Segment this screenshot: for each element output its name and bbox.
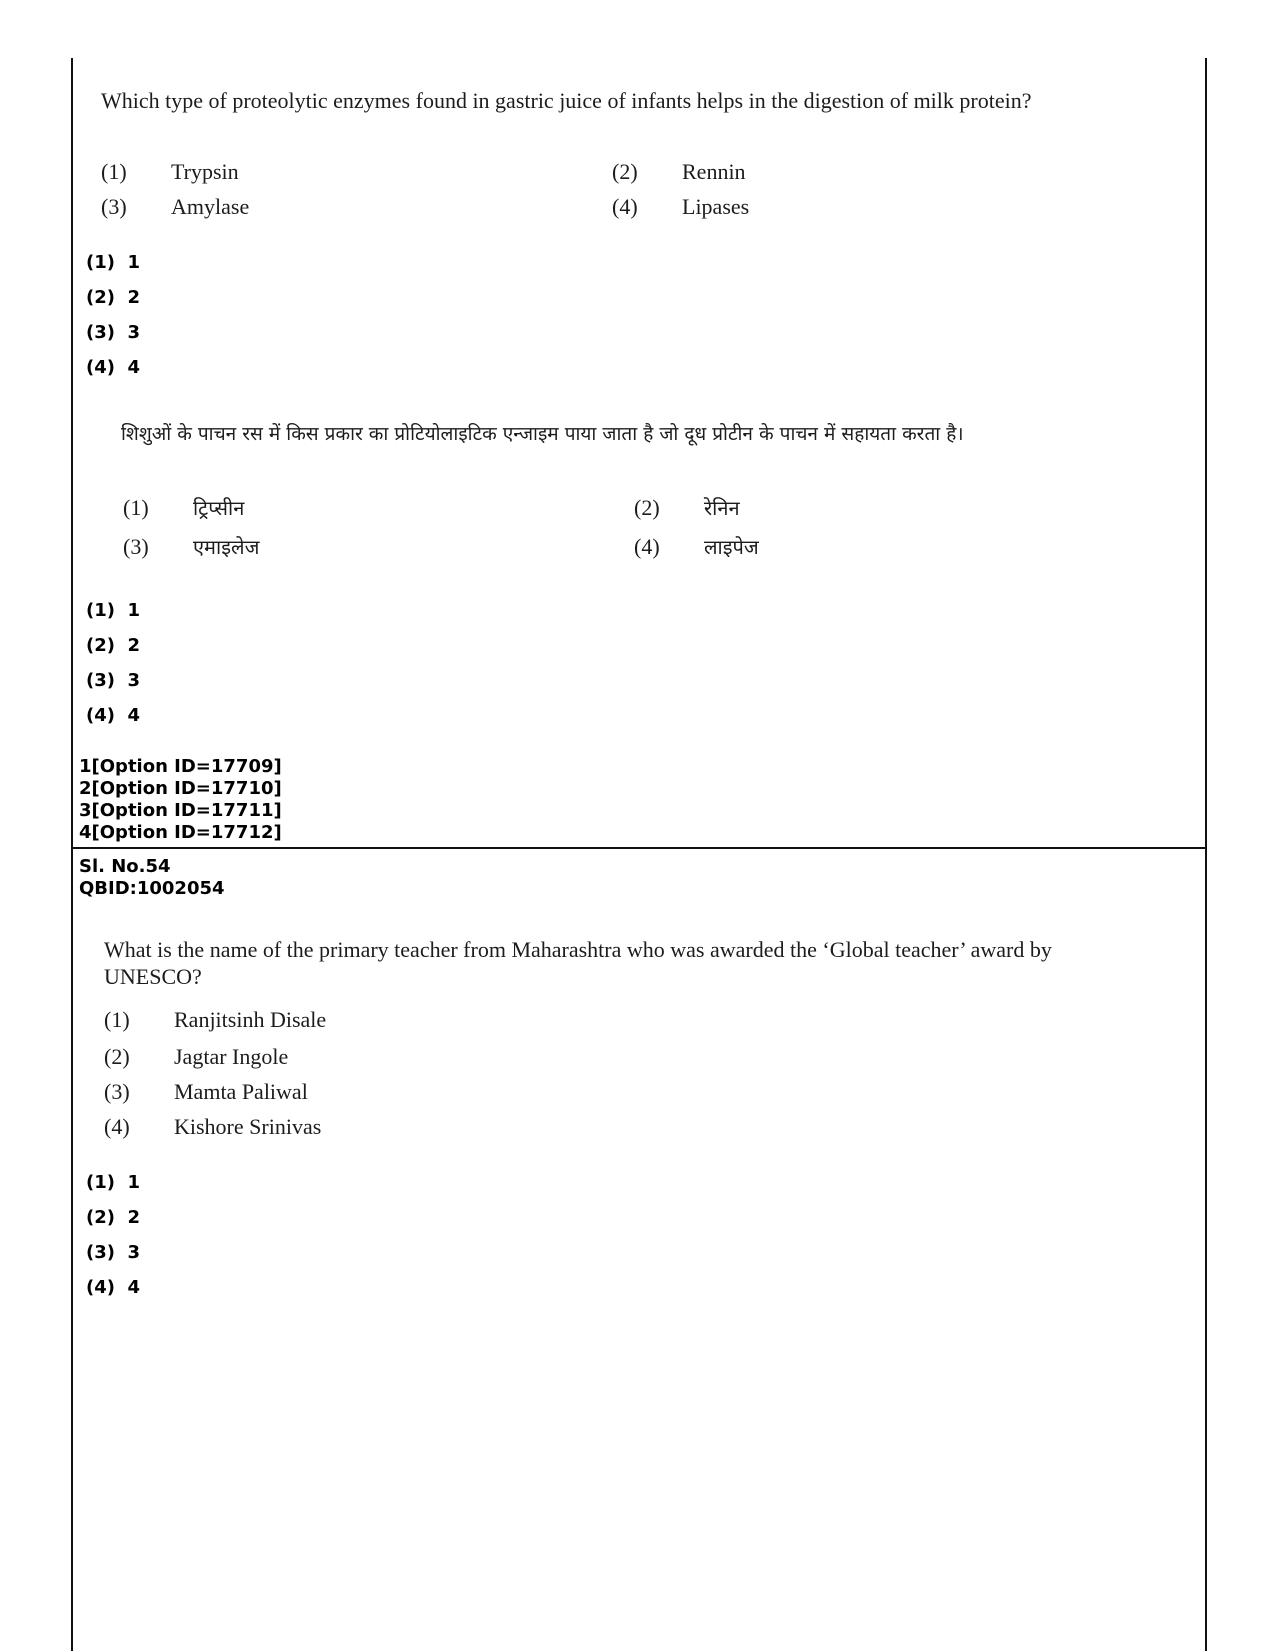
option-english-1 bbox=[101, 159, 239, 185]
answer-choice[interactable]: (1) 1 bbox=[86, 252, 141, 273]
answer-choice[interactable]: (3) 3 bbox=[86, 670, 141, 691]
option-english-2 bbox=[612, 159, 746, 185]
option-id-list bbox=[79, 756, 282, 844]
option-number: (1) bbox=[123, 495, 149, 520]
option-text: Kishore Srinivas bbox=[174, 1114, 322, 1139]
option-english-3 bbox=[104, 1079, 308, 1105]
option-text: Rennin bbox=[682, 159, 746, 184]
answer-choice[interactable]: (2) 2 bbox=[86, 635, 141, 656]
answer-choice[interactable]: (1) 1 bbox=[86, 600, 141, 621]
question-header bbox=[79, 856, 225, 900]
option-english-1 bbox=[104, 1007, 326, 1033]
page-border-right bbox=[1205, 58, 1207, 1651]
answer-choice[interactable]: (4) 4 bbox=[86, 705, 141, 726]
answer-choice[interactable]: (1) 1 bbox=[86, 1172, 141, 1193]
option-english-4 bbox=[612, 194, 749, 220]
option-text: Ranjitsinh Disale bbox=[174, 1007, 327, 1032]
option-text: Jagtar Ingole bbox=[174, 1044, 289, 1069]
option-number: (4) bbox=[612, 194, 638, 219]
option-text: Lipases bbox=[682, 194, 750, 219]
question-bank-id: QBID:1002054 bbox=[79, 878, 225, 899]
page-border-left bbox=[71, 58, 73, 1651]
option-text: रेनिन bbox=[704, 496, 740, 520]
option-hindi-4 bbox=[634, 533, 759, 560]
option-id: 2[Option ID=17710] bbox=[79, 778, 282, 799]
option-number: (2) bbox=[612, 159, 638, 184]
option-text: Mamta Paliwal bbox=[174, 1079, 308, 1104]
option-text: ट्रिप्सीन bbox=[193, 496, 245, 520]
option-number: (1) bbox=[104, 1007, 130, 1032]
option-number: (4) bbox=[634, 534, 660, 559]
option-text: Amylase bbox=[171, 194, 250, 219]
serial-number: Sl. No.54 bbox=[79, 856, 171, 877]
option-id: 3[Option ID=17711] bbox=[79, 800, 282, 821]
option-hindi-1 bbox=[123, 494, 244, 521]
answer-choice[interactable]: (2) 2 bbox=[86, 287, 141, 308]
option-number: (3) bbox=[123, 534, 149, 559]
option-number: (3) bbox=[104, 1079, 130, 1104]
question-text-english: What is the name of the primary teacher from Maharashtra who was awarded the ‘Global teacher’ award by UNESCO? bbox=[104, 937, 1052, 989]
option-id: 1[Option ID=17709] bbox=[79, 756, 282, 777]
answer-choice[interactable]: (4) 4 bbox=[86, 357, 141, 378]
option-text: लाइपेज bbox=[704, 535, 759, 559]
option-id: 4[Option ID=17712] bbox=[79, 822, 282, 843]
question-text-english: Which type of proteolytic enzymes found in gastric juice of infants helps in the digestion of milk protein? bbox=[101, 88, 1032, 113]
option-hindi-3 bbox=[123, 533, 259, 560]
option-number: (1) bbox=[101, 159, 127, 184]
option-english-2 bbox=[104, 1044, 288, 1070]
answer-choice[interactable]: (3) 3 bbox=[86, 322, 141, 343]
answer-choice[interactable]: (4) 4 bbox=[86, 1277, 141, 1298]
answer-choice[interactable]: (3) 3 bbox=[86, 1242, 141, 1263]
option-text: एमाइलेज bbox=[193, 535, 260, 559]
option-number: (4) bbox=[104, 1114, 130, 1139]
option-number: (2) bbox=[104, 1044, 130, 1069]
option-number: (3) bbox=[101, 194, 127, 219]
option-english-4 bbox=[104, 1114, 321, 1140]
answer-choice[interactable]: (2) 2 bbox=[86, 1207, 141, 1228]
option-english-3 bbox=[101, 194, 249, 220]
option-number: (2) bbox=[634, 495, 660, 520]
option-text: Trypsin bbox=[171, 159, 239, 184]
option-hindi-2 bbox=[634, 494, 740, 521]
question-divider bbox=[71, 847, 1207, 849]
question-text-hindi: शिशुओं के पाचन रस में किस प्रकार का प्रोटियोलाइटिक एन्जाइम पाया जाता है जो दूध प्रोटीन के पाचन में सहायता करता है। bbox=[121, 423, 964, 445]
